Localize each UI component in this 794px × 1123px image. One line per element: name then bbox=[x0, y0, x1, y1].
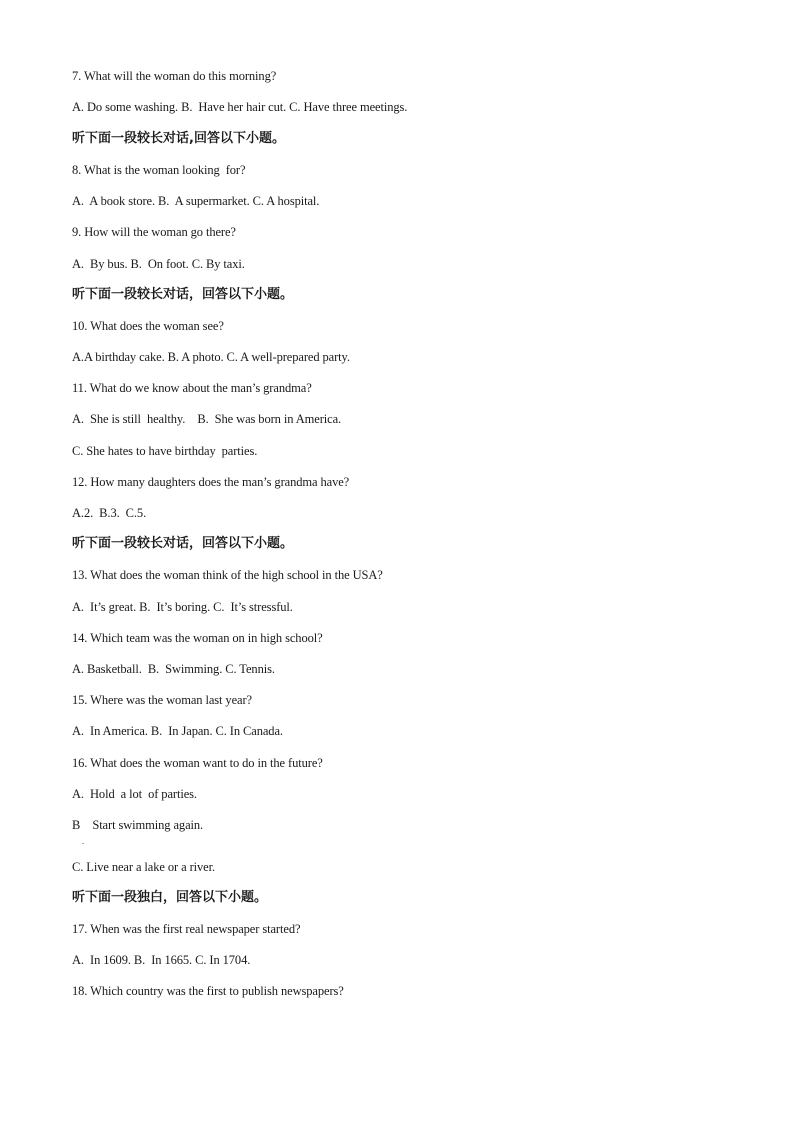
options-16-a: A. Hold a lot of parties. bbox=[72, 787, 197, 801]
options-10: A.A birthday cake. B. A photo. C. A well-prepared party. bbox=[72, 350, 350, 364]
section-heading-2: 听下面一段较长对话，回答以下小题。 bbox=[72, 287, 294, 302]
question-14: 14. Which team was the woman on in high school? bbox=[72, 631, 323, 645]
options-14: A. Basketball. B. Swimming. C. Tennis. bbox=[72, 662, 275, 676]
options-17: A. In 1609. B. In 1665. C. In 1704. bbox=[72, 953, 251, 967]
question-12: 12. How many daughters does the man’s grandma have? bbox=[72, 475, 350, 489]
question-16: 16. What does the woman want to do in the future? bbox=[72, 756, 323, 770]
question-7: 7. What will the woman do this morning? bbox=[72, 69, 277, 83]
stray-dot-mark: . bbox=[82, 837, 84, 846]
question-11: 11. What do we know about the man’s grandma? bbox=[72, 381, 312, 395]
options-7: A. Do some washing. B. Have her hair cut. C. Have three meetings. bbox=[72, 100, 408, 114]
question-9: 9. How will the woman go there? bbox=[72, 225, 236, 239]
question-18: 18. Which country was the first to publish newspapers? bbox=[72, 984, 344, 998]
section-heading-1: 听下面一段较长对话,回答以下小题。 bbox=[72, 131, 285, 146]
question-17: 17. When was the first real newspaper started? bbox=[72, 922, 301, 936]
options-8: A. A book store. B. A supermarket. C. A hospital. bbox=[72, 194, 320, 208]
options-11-c: C. She hates to have birthday parties. bbox=[72, 444, 258, 458]
options-16-c: C. Live near a lake or a river. bbox=[72, 860, 216, 874]
options-9: A. By bus. B. On foot. C. By taxi. bbox=[72, 257, 245, 271]
section-heading-3: 听下面一段较长对话，回答以下小题。 bbox=[72, 536, 294, 551]
options-11-ab: A. She is still healthy. B. She was born in America. bbox=[72, 412, 342, 426]
question-10: 10. What does the woman see? bbox=[72, 319, 224, 333]
question-13: 13. What does the woman think of the high school in the USA? bbox=[72, 568, 383, 582]
section-heading-4: 听下面一段独白，回答以下小题。 bbox=[72, 890, 268, 905]
options-13: A. It’s great. B. It’s boring. C. It’s stressful. bbox=[72, 600, 293, 614]
options-12: A.2. B.3. C.5. bbox=[72, 506, 147, 520]
question-15: 15. Where was the woman last year? bbox=[72, 693, 252, 707]
question-8: 8. What is the woman looking for? bbox=[72, 163, 246, 177]
options-16-b: B Start swimming again. bbox=[72, 818, 204, 832]
options-15: A. In America. B. In Japan. C. In Canada. bbox=[72, 724, 283, 738]
